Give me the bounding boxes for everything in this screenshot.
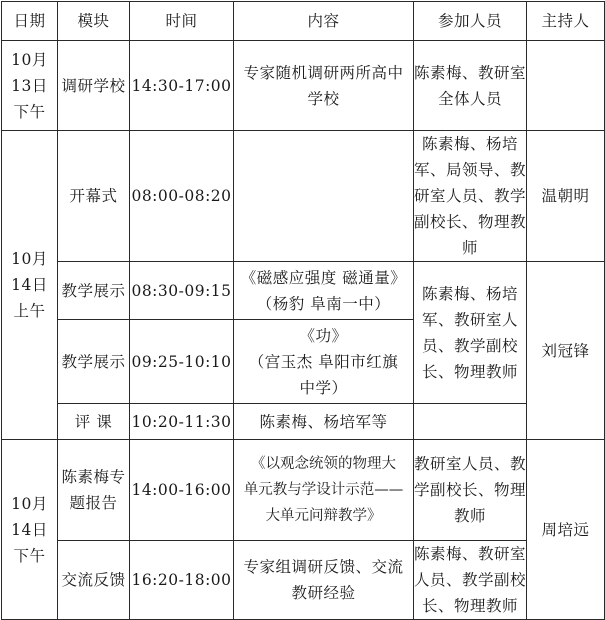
content-cell: 陈素梅、杨培军等 (234, 404, 414, 440)
content-cell (234, 131, 414, 262)
table-row (2, 41, 605, 131)
content-cell: 专家随机调研两所高中 学校 (234, 41, 414, 131)
module-cell: 陈素梅专 题报告 (58, 440, 130, 541)
time-cell: 16:20-18:00 (130, 541, 234, 620)
date-cell: 10月 14日 下午 (2, 440, 58, 620)
time-cell: 10:20-11:30 (130, 404, 234, 440)
participants-cell: 陈素梅、教研室人员、教学副校长、物理教师 (414, 541, 527, 620)
schedule-table (1, 1, 605, 620)
participants-cell: 陈素梅、杨培军、局领导、教研室人员、教学副校长、物理教师 (414, 131, 527, 262)
header-participants: 参加人员 (414, 2, 527, 41)
host-cell: 温朝明 (527, 131, 605, 262)
content-cell: 《磁感应强度 磁通量》 （杨豹 阜南一中） (234, 262, 414, 320)
participants-cell: 陈素梅、杨培军、教研室人员、教学副校长、物理教师 (414, 262, 527, 404)
module-cell: 交流反馈 (58, 541, 130, 620)
participants-cell (414, 404, 527, 440)
content-cell: 专家组调研反馈、交流 教研经验 (234, 541, 414, 620)
header-host: 主持人 (527, 2, 605, 41)
header-date: 日期 (2, 2, 58, 41)
time-cell: 14:00-16:00 (130, 440, 234, 541)
host-cell: 周培远 (527, 440, 605, 620)
header-row (2, 2, 605, 41)
module-cell: 教学展示 (58, 320, 130, 404)
module-cell: 评 课 (58, 404, 130, 440)
participants-cell: 教研室人员、教学副校长、物理 教师 (414, 440, 527, 541)
participants-cell: 陈素梅、教研室 全体人员 (414, 41, 527, 131)
content-cell: 《以观念统领的物理大 单元教与学设计示范—— 大单元问辩教学》 (234, 440, 414, 541)
time-cell: 14:30-17:00 (130, 41, 234, 131)
header-module: 模块 (58, 2, 130, 41)
module-cell: 调研学校 (58, 41, 130, 131)
host-cell: 刘冠锋 (527, 262, 605, 440)
time-cell: 08:00-08:20 (130, 131, 234, 262)
host-cell (527, 41, 605, 131)
date-cell: 10月 14日 上午 (2, 131, 58, 440)
module-cell: 教学展示 (58, 262, 130, 320)
date-cell: 10月 13日 下午 (2, 41, 58, 131)
table-row (2, 541, 605, 620)
table-row (2, 440, 605, 541)
time-cell: 08:30-09:15 (130, 262, 234, 320)
header-content: 内容 (234, 2, 414, 41)
time-cell: 09:25-10:10 (130, 320, 234, 404)
table-row (2, 131, 605, 262)
header-time: 时间 (130, 2, 234, 41)
content-cell: 《功》 （宫玉杰 阜阳市红旗 中学） (234, 320, 414, 404)
module-cell: 开幕式 (58, 131, 130, 262)
table-row (2, 404, 605, 440)
table-row (2, 262, 605, 320)
